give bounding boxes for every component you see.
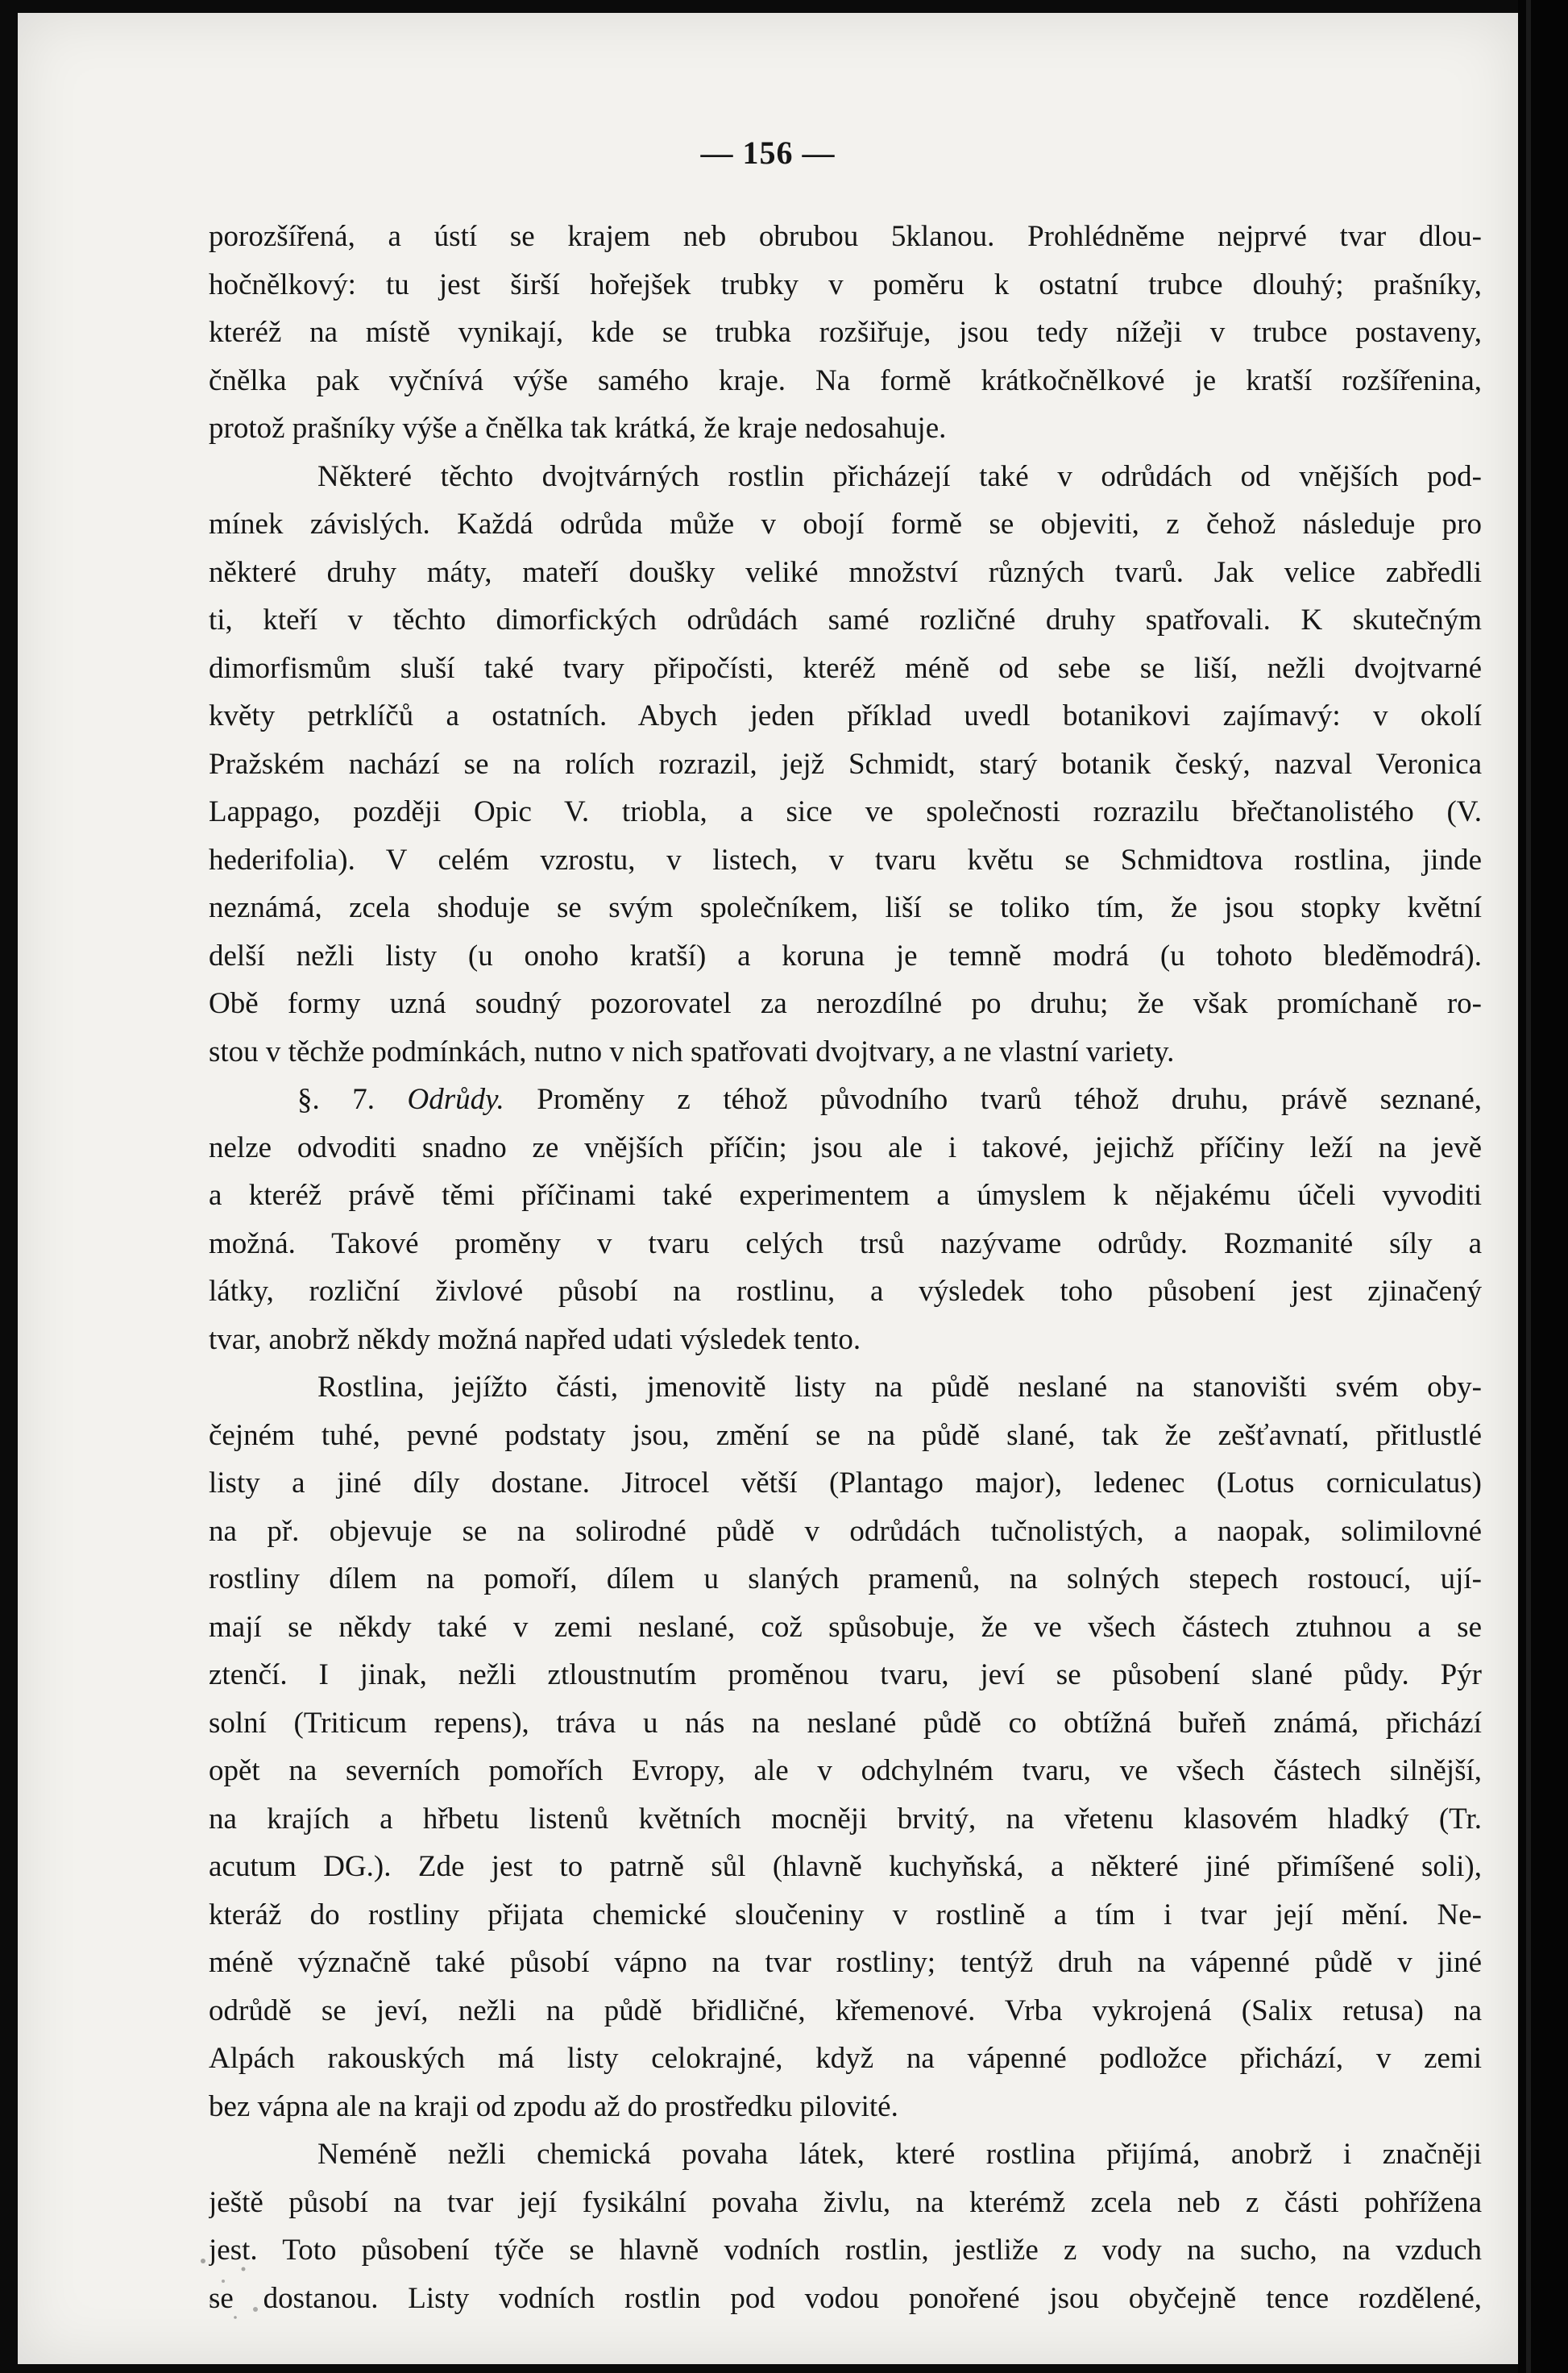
text-line: Některé těchto dvojtvárných rostlin přicházejí také v odrůdách od vnějších pod- [317,459,1482,493]
text-line: protož prašníky výše a čnělka tak krátká, že kraje nedosahuje. [209,412,947,445]
text-line: hederifolia). V celém vzrostu, v listech, v tvaru květu se Schmidtova rostlina, jinde [209,843,1482,877]
page-number: — 156 — [700,135,836,171]
text-line: čejném tuhé, pevné podstaty jsou, změní se na půdě slané, tak že zešťavnatí, přitlustlé [209,1418,1482,1452]
text-line: ztenčí. I jinak, nežli ztloustnutím proměnou tvaru, jeví se působení slané půdy. Pýr [209,1658,1482,1691]
text-line: na př. objevuje se na solirodné půdě v odrůdách tučnolistých, a naopak, solimilovné [209,1514,1482,1548]
text-line: tvar, anobrž někdy možná napřed udati výsledek tento. [209,1322,861,1356]
text-line: acutum DG.). Zde jest to patrně sůl (hlavně kuchyňská, a některé jiné přimíšené soli), [209,1850,1482,1883]
text-line: na krajích a hřbetu listenů květních mocněji brvitý, na vřetenu klasovém hladký (Tr. [209,1802,1482,1836]
text-line: mají se někdy také v zemi neslané, což spůsobuje, že ve všech částech ztuhnou a se [209,1610,1482,1644]
text-line: méně význačně také působí vápno na tvar rostliny; tentýž druh na vápenné půdě v jiné [209,1946,1482,1979]
text-line: delší nežli listy (u onoho kratší) a koruna je temně modrá (u tohoto bleděmodrá). [209,939,1482,973]
text-line: čnělka pak vyčnívá výše samého kraje. Na formě krátkočnělkové je kratší rozšířenina, [209,363,1482,397]
text-line: Neméně nežli chemická povaha látek, které rostlina přijímá, anobrž i značněji [317,2138,1482,2171]
body-text [209,213,1482,2322]
text-line: neznámá, zcela shoduje se svým společníkem, liší se toliko tím, že jsou stopky květní [209,891,1482,924]
text-line: Alpách rakouských má listy celokrajné, když na vápenné podložce přichází, v zemi [209,2042,1482,2075]
text-line: bez vápna ale na kraji od zpodu až do prostředku pilovité. [209,2089,898,2123]
text-line: porozšířená, a ústí se krajem neb obrubou 5klanou. Prohlédněme nejprvé tvar dlou- [209,220,1482,253]
paper-specks [187,2237,284,2334]
text-line: ti, kteří v těchto dimorfických odrůdách samé rozličné druhy spatřovali. K skutečným [209,604,1482,637]
text-line: solní (Triticum repens), tráva u nás na neslané půdě co obtížná buřeň známá, přichází [209,1706,1482,1740]
text-line: listy a jiné díly dostane. Jitrocel větší (Plantago major), ledenec (Lotus corniculatus) [209,1467,1482,1500]
text-line: a kteréž právě těmi příčinami také experimentem a úmyslem k nějakému účeli vyvoditi [209,1179,1482,1212]
text-line: opět na severních pomořích Evropy, ale v odchylném tvaru, ve všech částech silnější, [209,1754,1482,1787]
text-line: látky, rozliční živlové působí na rostlinu, a výsledek toho působení jest zjinačený [209,1275,1482,1308]
book-page [18,13,1518,2364]
text-line: se dostanou. Listy vodních rostlin pod vodou ponořené jsou obyčejně tence rozdělené, [209,2281,1482,2315]
text-line: jest. Toto působení týče se hlavně vodních rostlin, jestliže z vody na sucho, na vzduch [209,2234,1482,2267]
text-line: možná. Takové proměny v tvaru celých trsů nazývame odrůdy. Rozmanité síly a [209,1226,1482,1260]
text-line: stou v těchže podmínkách, nutno v nich spatřovati dvojtvary, a ne vlastní variety. [209,1035,1175,1068]
text-line: Obě formy uzná soudný pozorovatel za nerozdílné po druhu; že však promíchaně ro- [209,987,1482,1020]
text-line: rostliny dílem na pomoří, dílem u slaných pramenů, na solných stepech rostoucí, ují- [209,1562,1482,1595]
text-line: některé druhy máty, mateří doušky veliké množství různých tvarů. Jak velice zabředli [209,555,1482,589]
text-line: kteréž na místě vynikají, kde se trubka rozšiřuje, jsou tedy níže̓ji v trubce postaveny, [209,316,1482,349]
text-line: hočnělkový: tu jest širší hořejšek trubky v poměru k ostatní trubce dlouhý; prašníky, [209,268,1482,301]
text-line: dimorfismům sluší také tvary připočísti, kteréž méně od sebe se liší, nežli dvojtvarné [209,651,1482,685]
text-line: Rostlina, jejížto části, jmenovitě listy na půdě neslané na stanovišti svém oby- [317,1371,1482,1404]
text-line: nelze odvoditi snadno ze vnějších příčin; jsou ale i takové, jejichž příčiny leží na jevě [209,1130,1482,1164]
text-line: Lappago, později Opic V. triobla, a sice ve společnosti rozrazilu břečtanolistého (V. [209,795,1482,828]
text-line: §. 7. Odrůdy. Proměny z téhož původního tvarů téhož druhu, právě seznané, [297,1083,1482,1116]
text-line: mínek závislých. Každá odrůda může v obojí formě se objeviti, z čehož následuje pro [209,508,1482,541]
text-line: kteráž do rostliny přijata chemické sloučeniny v rostlině a tím i tvar její mění. Ne- [209,1898,1482,1931]
text-line: ještě působí na tvar její fysikální povaha živlu, na kterémž zcela neb z části pohřížena [209,2185,1482,2219]
book-spine-edge [1518,0,1568,2373]
text-line: Pražském nachází se na rolích rozrazil, jejž Schmidt, starý botanik český, nazval Veronica [209,747,1482,781]
text-line: květy petrklíčů a ostatních. Abych jeden příklad uvedl botanikovi zajímavý: v okolí [209,699,1482,732]
text-line: odrůdě se jeví, nežli na půdě břidličné, křemenové. Vrba vykrojená (Salix retusa) na [209,1993,1482,2027]
